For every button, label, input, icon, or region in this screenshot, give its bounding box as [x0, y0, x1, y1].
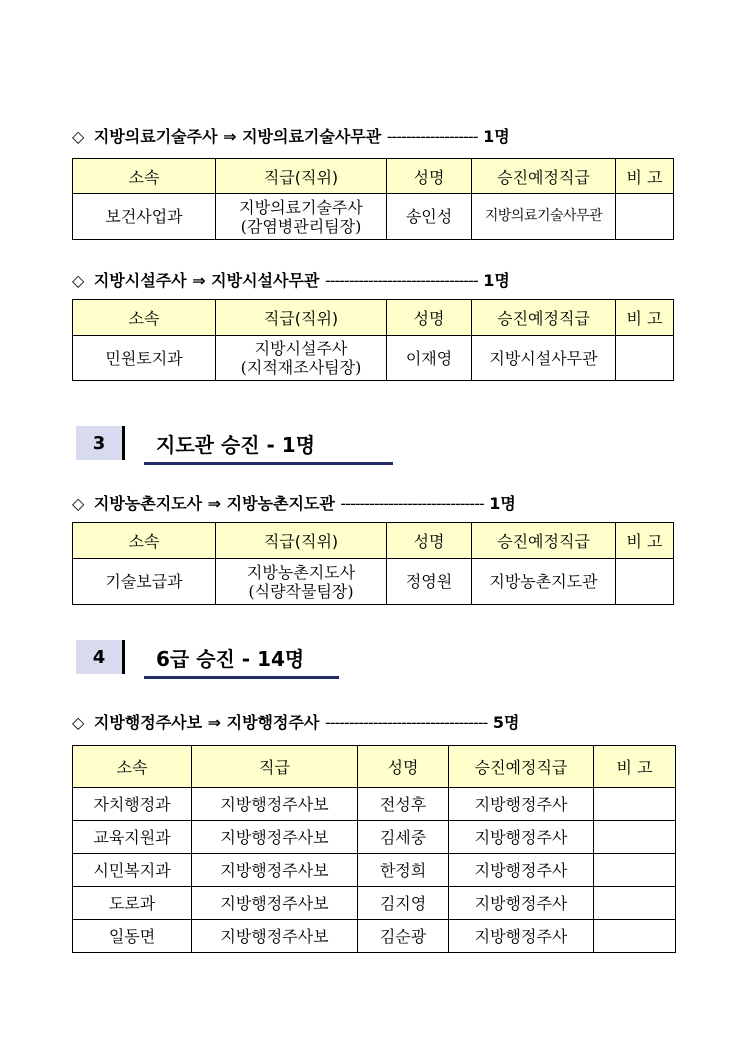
table-block4 [72, 745, 676, 953]
header-remarks: 비 고 [594, 746, 676, 788]
table-block3 [72, 522, 674, 605]
cell-affiliation: 일동면 [73, 920, 192, 953]
section-number: 3 [76, 426, 125, 460]
cell-name: 송인성 [387, 194, 472, 240]
cell-rank-position [216, 336, 387, 381]
heading-dash: ------------------- [386, 127, 478, 146]
heading-title: 지방행정주사보 ⇒ 지방행정주사 [93, 713, 320, 732]
header-name: 성명 [387, 159, 472, 194]
header-affiliation: 소속 [73, 159, 216, 194]
diamond-icon: ◇ [72, 127, 85, 146]
cell-target-rank: 지방행정주사 [449, 788, 594, 821]
heading-count: 1명 [489, 494, 516, 513]
header-name: 성명 [387, 300, 472, 336]
cell-rank: 지방행정주사보 [192, 821, 358, 854]
table-header-row [73, 159, 674, 194]
heading-block3 [72, 491, 516, 514]
cell-affiliation: 시민복지과 [73, 854, 192, 887]
cell-affiliation: 민원토지과 [73, 336, 216, 381]
diamond-icon: ◇ [72, 713, 85, 732]
table-header-row [73, 300, 674, 336]
section-underline [144, 462, 393, 465]
table-body [73, 788, 676, 953]
table-row [73, 854, 676, 887]
cell-affiliation: 기술보급과 [73, 559, 216, 605]
cell-affiliation: 도로과 [73, 887, 192, 920]
heading-dash: -------------------------------- [324, 271, 478, 290]
heading-dash: ------------------------------ [340, 494, 484, 513]
cell-name: 김세중 [358, 821, 449, 854]
rank-line1: 지방농촌지도사 [246, 562, 356, 582]
cell-remarks [594, 920, 676, 953]
cell-remarks [594, 788, 676, 821]
section-title: 6급 승진 - 14명 [156, 646, 305, 671]
table-header-row [73, 746, 676, 788]
header-remarks: 비 고 [616, 523, 674, 559]
cell-rank: 지방행정주사보 [192, 854, 358, 887]
cell-target-rank: 지방의료기술사무관 [472, 194, 616, 240]
cell-remarks [616, 336, 674, 381]
table-row [73, 887, 676, 920]
cell-target-rank: 지방행정주사 [449, 920, 594, 953]
header-remarks: 비 고 [616, 300, 674, 336]
rank-line1: 지방시설주사 [254, 339, 348, 358]
header-target-rank: 승진예정직급 [472, 159, 616, 194]
header-affiliation: 소속 [73, 746, 192, 788]
cell-name: 김지영 [358, 887, 449, 920]
section-underline [144, 676, 339, 679]
table-row [73, 559, 674, 605]
table-block1 [72, 158, 674, 240]
header-affiliation: 소속 [73, 523, 216, 559]
table-block2 [72, 299, 674, 381]
heading-title: 지방농촌지도사 ⇒ 지방농촌지도관 [93, 494, 335, 513]
header-remarks: 비 고 [616, 159, 674, 194]
header-target-rank: 승진예정직급 [472, 523, 616, 559]
heading-count: 5명 [492, 713, 520, 732]
header-target-rank: 승진예정직급 [449, 746, 594, 788]
header-name: 성명 [387, 523, 472, 559]
cell-target-rank: 지방행정주사 [449, 821, 594, 854]
cell-rank-position [216, 194, 387, 240]
cell-name: 김순광 [358, 920, 449, 953]
cell-remarks [594, 821, 676, 854]
cell-rank: 지방행정주사보 [192, 887, 358, 920]
cell-remarks [594, 854, 676, 887]
cell-target-rank: 지방행정주사 [449, 887, 594, 920]
cell-remarks [616, 194, 674, 240]
table-row [73, 788, 676, 821]
table-row [73, 336, 674, 381]
heading-title: 지방시설주사 ⇒ 지방시설사무관 [93, 271, 320, 290]
header-rank-position: 직급(직위) [216, 523, 387, 559]
table-header-row [73, 523, 674, 559]
section-title: 지도관 승진 - 1명 [156, 432, 316, 457]
rank-line1: 지방의료기술주사 [239, 197, 363, 217]
cell-name: 한정희 [358, 854, 449, 887]
rank-line2: (지적재조사팀장) [240, 358, 362, 377]
header-name: 성명 [358, 746, 449, 788]
rank-line2: (식량작물팀장) [248, 581, 354, 601]
diamond-icon: ◇ [72, 494, 85, 513]
cell-target-rank: 지방행정주사 [449, 854, 594, 887]
cell-affiliation: 보건사업과 [73, 194, 216, 240]
cell-target-rank: 지방농촌지도관 [472, 559, 616, 605]
cell-name: 전성후 [358, 788, 449, 821]
heading-count: 1명 [483, 127, 510, 146]
heading-block4 [72, 710, 519, 733]
cell-name: 이재영 [387, 336, 472, 381]
cell-name: 정영원 [387, 559, 472, 605]
cell-remarks [594, 887, 676, 920]
cell-rank: 지방행정주사보 [192, 788, 358, 821]
table-row [73, 821, 676, 854]
heading-block2 [72, 268, 510, 291]
diamond-icon: ◇ [72, 271, 85, 290]
heading-title: 지방의료기술주사 ⇒ 지방의료기술사무관 [93, 127, 382, 146]
table-row [73, 920, 676, 953]
header-affiliation: 소속 [73, 300, 216, 336]
cell-affiliation: 교육지원과 [73, 821, 192, 854]
header-rank-position: 직급(직위) [216, 300, 387, 336]
cell-affiliation: 자치행정과 [73, 788, 192, 821]
cell-remarks [616, 559, 674, 605]
heading-block1 [72, 124, 510, 147]
cell-target-rank: 지방시설사무관 [472, 336, 616, 381]
heading-dash: ---------------------------------- [324, 713, 488, 732]
section-number: 4 [76, 640, 125, 674]
rank-line2: (감염병관리팀장) [240, 216, 362, 236]
table-row [73, 194, 674, 240]
heading-count: 1명 [483, 271, 510, 290]
header-rank: 직급 [192, 746, 358, 788]
header-target-rank: 승진예정직급 [472, 300, 616, 336]
cell-rank: 지방행정주사보 [192, 920, 358, 953]
header-rank-position: 직급(직위) [216, 159, 387, 194]
cell-rank-position [216, 559, 387, 605]
